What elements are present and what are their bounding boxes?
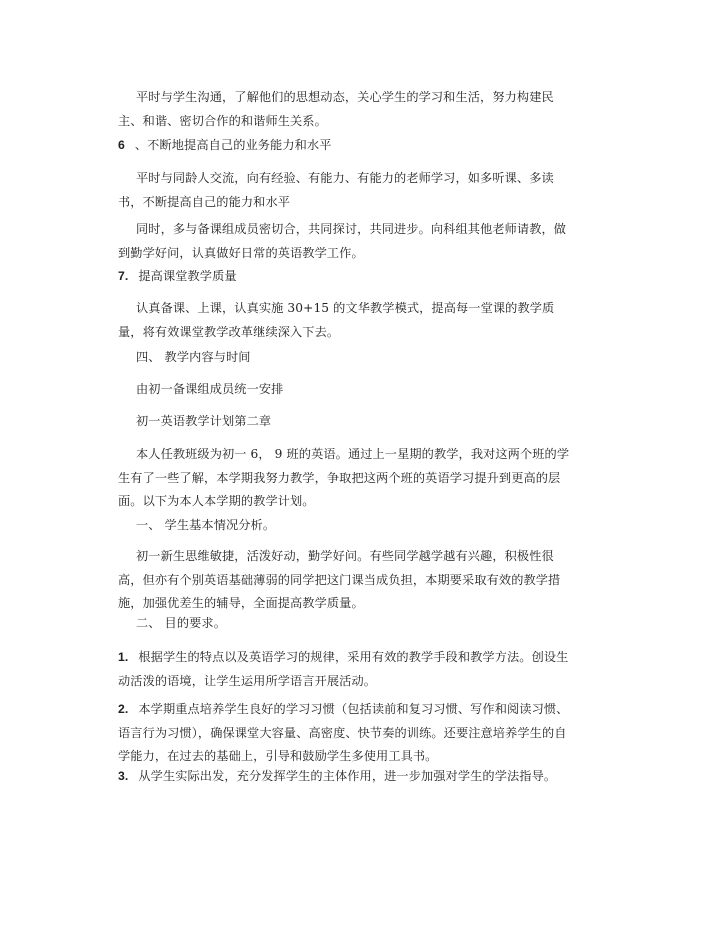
list-number: 3. (118, 769, 129, 783)
paragraph-cooperation: 同时，多与备课组成员密切合，共同探讨，共同进步。向科组其他老师请教，做到勤学好问，认真做好日常的英语教学工作。 (118, 222, 567, 260)
list-number: 2. (118, 702, 129, 716)
heading-number: 7. (118, 269, 129, 283)
list-text: 本学期重点培养学生良好的学习习惯（包括读前和复习习惯、写作和阅读习惯、语言行为习惯），确保课堂大容量、高密度、快节奏的训练。还要注意培养学生的自学能力，在过去的基础上，引导和鼓励学生多使用工具书。 (118, 702, 569, 763)
list-item-3 (118, 765, 570, 789)
heading-6 (118, 134, 570, 158)
heading-section-4: 四、 教学内容与时间 (136, 350, 251, 364)
paragraph-peer-learning: 平时与同龄人交流，向有经验、有能力、有能力的老师学习，如多听课、多读书，不断提高自己的能力和水平 (118, 171, 554, 209)
list-text: 从学生实际出发，充分发挥学生的主体作用，进一步加强对学生的学法指导。 (138, 769, 557, 783)
paragraph-communication: 平时与学生沟通，了解他们的思想动态，关心学生的学习和生活，努力构建民主、和谐、密切合作的和谐师生关系。 (118, 90, 554, 128)
heading-text: 、不断地提高自己的业务能力和水平 (134, 138, 332, 152)
list-text: 根据学生的特点以及英语学习的规律，采用有效的教学手段和教学方法。创设生动活泼的语境，让学生运用所学语言开展活动。 (118, 650, 569, 688)
paragraph-student-analysis: 初一新生思维敏捷，活泼好动，勤学好问。有些同学越学越有兴趣，积极性很高，但亦有个别英语基础薄弱的同学把这门课当成负担，本期要采取有效的教学措施，加强优差生的辅导，全面提高教学质量。 (118, 549, 561, 610)
list-item-1 (118, 646, 570, 693)
heading-7 (118, 265, 570, 289)
paragraph-lesson-prep: 认真备课、上课，认真实施 30+15 的文华教学模式，提高每一堂课的教学质量，将有效课堂教学改革继续深入下去。 (118, 301, 555, 339)
list-item-2 (118, 698, 570, 769)
paragraph-intro: 本人任教班级为初一 6， 9 班的英语。通过上一星期的教学，我对这两个班的学生有了一些了解，本学期我努力教学，争取把这两个班的英语学习提升到更高的层面。以下为本人本学期的教学计划。 (118, 447, 570, 508)
heading-section-2: 二、 目的要求。 (136, 616, 226, 630)
heading-text: 提高课堂教学质量 (138, 269, 237, 283)
list-number: 1. (118, 650, 129, 664)
chapter-title: 初一英语教学计划第二章 (136, 414, 272, 428)
paragraph-arrangement: 由初一备课组成员统一安排 (136, 382, 284, 396)
heading-section-1: 一、 学生基本情况分析。 (136, 518, 276, 532)
heading-number: 6 (118, 138, 125, 152)
